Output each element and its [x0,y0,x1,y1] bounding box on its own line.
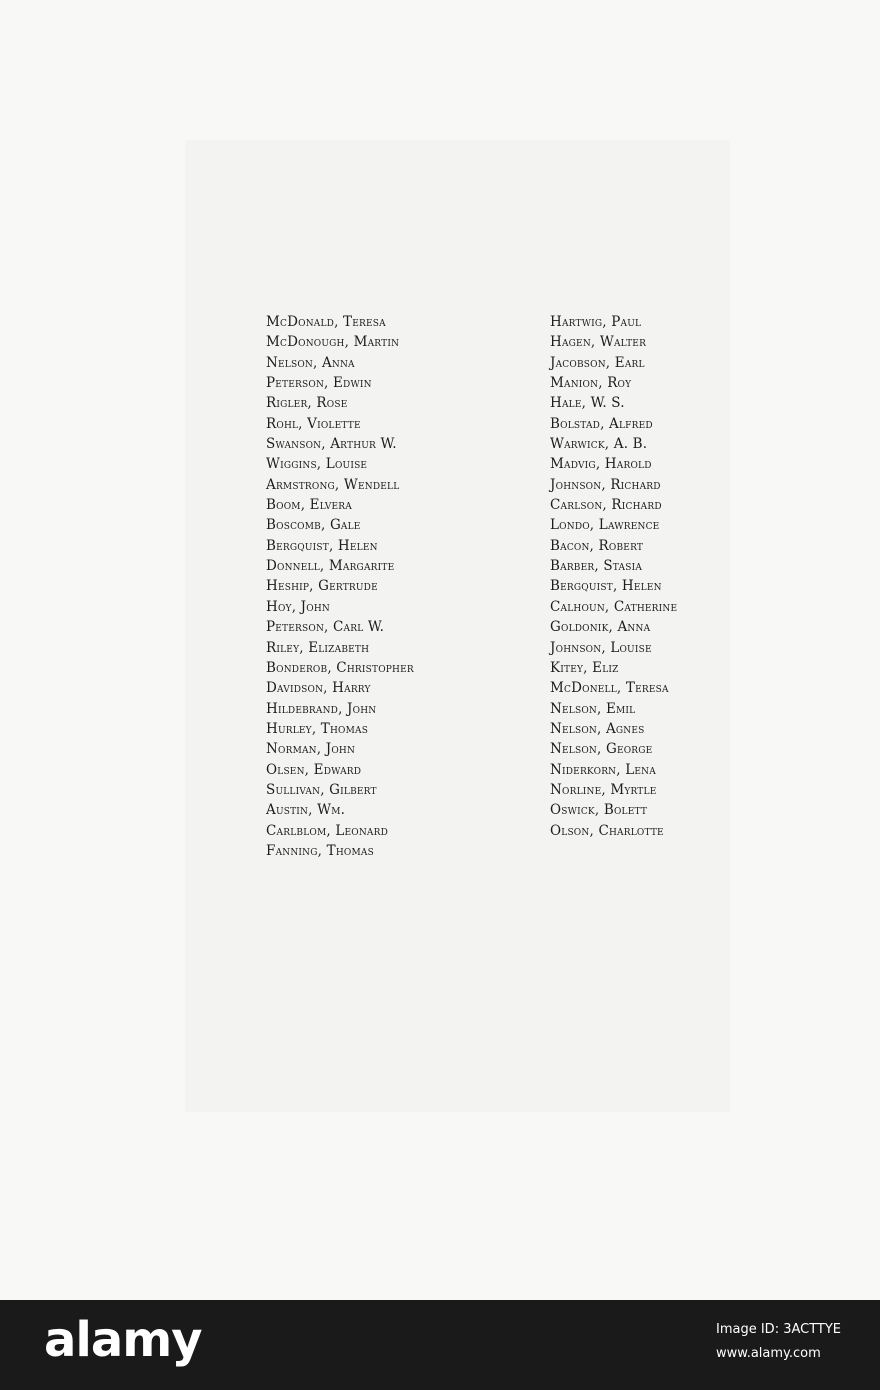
name-entry: Nelson, George [550,741,653,758]
name-entry: Rohl, Violette [266,415,361,432]
name-entry: Olsen, Edward [266,761,362,778]
name-entry: Kitey, Eliz [550,659,619,676]
name-entry: Riley, Elizabeth [266,639,370,656]
alamy-logo: alamy [44,1312,202,1368]
names-left-column [266,312,414,861]
name-entry: Peterson, Carl W. [266,619,385,636]
name-entry: Oswick, Bolett [550,802,648,819]
name-entry: Goldonik, Anna [550,619,651,636]
name-entry: Niderkorn, Lena [550,761,656,778]
name-entry: Carlblom, Leonard [266,822,389,839]
name-entry: Austin, Wm. [266,802,346,819]
name-entry: Carlson, Richard [550,497,662,514]
image-id-label: Image ID: 3ACTTYE [716,1322,842,1337]
name-entry: Nelson, Emil [550,700,636,717]
name-entry: Nelson, Anna [266,354,355,371]
name-entry: Olson, Charlotte [550,822,664,839]
site-url-label: www.alamy.com [716,1346,821,1361]
name-entry: Londo, Lawrence [550,517,660,534]
name-entry: Bolstad, Alfred [550,415,653,432]
name-entry: Bergquist, Helen [550,578,662,595]
name-entry: Norline, Myrtle [550,781,657,798]
name-entry: Sullivan, Gilbert [266,781,377,798]
name-entry: Davidson, Harry [266,680,371,697]
name-entry: Swanson, Arthur W. [266,436,397,453]
name-entry: Johnson, Louise [550,639,652,656]
name-entry: Rigler, Rose [266,395,348,412]
names-right-column [550,312,677,841]
name-entry: Boscomb, Gale [266,517,361,534]
name-entry: Hale, W. S. [550,395,625,412]
name-entry: Johnson, Richard [550,476,661,493]
name-entry: Warwick, A. B. [550,436,648,453]
name-entry: Hartwig, Paul [550,314,642,330]
name-entry: Peterson, Edwin [266,375,372,392]
name-entry: Barber, Stasia [550,558,643,575]
name-entry: Bonderob, Christopher [266,659,414,676]
name-entry: Wiggins, Louise [266,456,368,473]
name-entry: McDonald, Teresa [266,314,386,330]
name-entry: Hildebrand, John [266,700,377,717]
name-entry: Bacon, Robert [550,537,644,554]
name-entry: Calhoun, Catherine [550,598,678,615]
name-entry: Boom, Elvera [266,497,352,514]
name-entry: Hagen, Walter [550,334,647,351]
name-entry: Fanning, Thomas [266,842,374,859]
name-entry: Nelson, Agnes [550,720,645,737]
name-entry: Bergquist, Helen [266,537,378,554]
name-entry: Hurley, Thomas [266,720,369,737]
name-entry: Heship, Gertrude [266,578,378,595]
name-entry: Norman, John [266,741,356,758]
name-entry: Jacobson, Earl [550,354,645,371]
name-entry: Madvig, Harold [550,456,652,473]
name-entry: Armstrong, Wendell [266,476,400,493]
name-entry: Donnell, Margarite [266,558,395,575]
name-entry: McDonough, Martin [266,334,400,351]
name-entry: Manion, Roy [550,375,632,392]
name-entry: McDonell, Teresa [550,680,669,697]
name-entry: Hoy, John [266,598,330,615]
